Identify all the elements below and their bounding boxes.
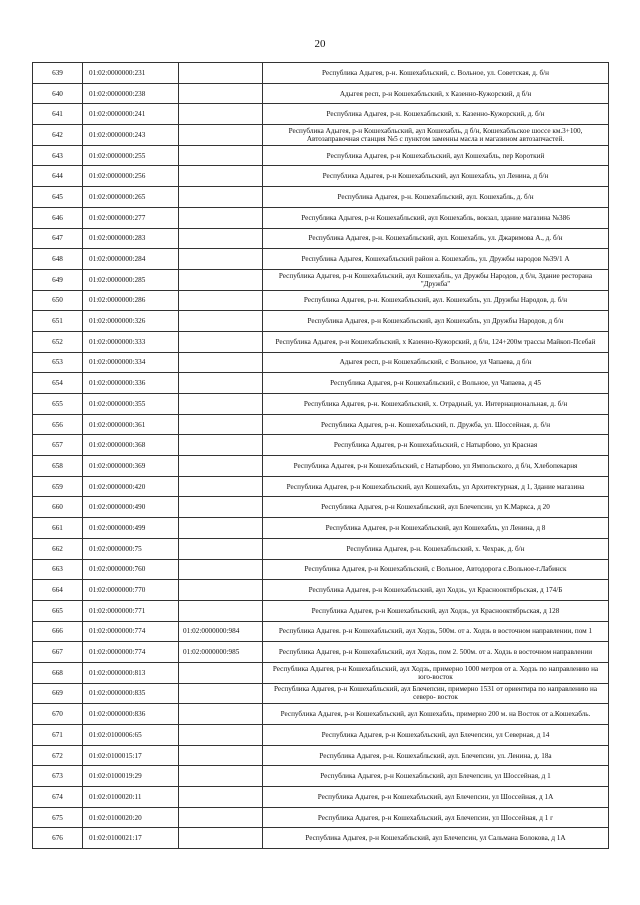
row-number-cell: 648 <box>33 249 83 270</box>
row-number-cell: 651 <box>33 311 83 332</box>
table-row <box>33 394 609 415</box>
address-cell: Республика Адыгея, Кошехабльский район а. Кошехабль, ул. Дружбы народов №39/1 А <box>263 249 609 270</box>
related-cadastral-number-cell <box>179 745 263 766</box>
related-cadastral-number-cell <box>179 311 263 332</box>
address-cell: Республика Адыгея, р-н. Кошехабльский, аул. Кошехабль, д. б/н <box>263 187 609 208</box>
related-cadastral-number-cell <box>179 104 263 125</box>
cadastral-number-cell: 01:02:0000000:336 <box>83 373 179 394</box>
row-number-cell: 653 <box>33 352 83 373</box>
row-number-cell: 661 <box>33 518 83 539</box>
related-cadastral-number-cell <box>179 373 263 394</box>
table-row <box>33 290 609 311</box>
table-row <box>33 662 609 683</box>
row-number-cell: 665 <box>33 600 83 621</box>
address-cell: Республика Адыгея, р-н Кошехабльский, аул Блечепсин, ул Северная, д 14 <box>263 725 609 746</box>
related-cadastral-number-cell <box>179 394 263 415</box>
address-cell: Республика Адыгея, р-н Кошехабльский, аул Ходзь, пом 2. 500м. от а. Ходзь в восточном направлении <box>263 642 609 663</box>
address-cell: Республика Адыгея, р-н. Кошехабльский, х. Чехрак, д. б/н <box>263 538 609 559</box>
address-cell: Республика Адыгея, р-н Кошехабльский, аул Ходзь, ул Краснооктябрьская, д 174/Б <box>263 580 609 601</box>
row-number-cell: 675 <box>33 807 83 828</box>
row-number-cell: 642 <box>33 125 83 146</box>
row-number-cell: 650 <box>33 290 83 311</box>
cadastral-number-cell: 01:02:0100006:65 <box>83 725 179 746</box>
related-cadastral-number-cell <box>179 828 263 849</box>
related-cadastral-number-cell <box>179 228 263 249</box>
cadastral-number-cell: 01:02:0000000:836 <box>83 704 179 725</box>
related-cadastral-number-cell <box>179 187 263 208</box>
table-row <box>33 456 609 477</box>
cadastral-number-cell: 01:02:0000000:285 <box>83 269 179 290</box>
cadastral-number-cell: 01:02:0100020:11 <box>83 787 179 808</box>
related-cadastral-number-cell <box>179 787 263 808</box>
cadastral-number-cell: 01:02:0000000:284 <box>83 249 179 270</box>
table-row <box>33 311 609 332</box>
table-row <box>33 373 609 394</box>
related-cadastral-number-cell <box>179 207 263 228</box>
address-cell: Республика Адыгея, р-н. Кошехабльский, п. Дружба, ул. Шоссейная, д. б/н <box>263 414 609 435</box>
cadastral-number-cell: 01:02:0100021:17 <box>83 828 179 849</box>
cadastral-number-cell: 01:02:0000000:361 <box>83 414 179 435</box>
related-cadastral-number-cell <box>179 414 263 435</box>
address-cell: Республика Адыгея, р-н Кошехабльский, аул Кошехабль, вокзал, здание магазина №386 <box>263 207 609 228</box>
address-cell: Республика Адыгея, р-н Кошехабльский, аул Блечепсин, ул Шоссейная, д 1 <box>263 766 609 787</box>
row-number-cell: 658 <box>33 456 83 477</box>
address-cell: Республика Адыгея, р-н. Кошехабльский, аул. Кошехабль, ул. Джаримова А., д. б/н <box>263 228 609 249</box>
row-number-cell: 664 <box>33 580 83 601</box>
address-cell: Республика Адыгея, р-н Кошехабльский, аул Кошехабль, ул Архитектурная, д 1, Здание магазина <box>263 476 609 497</box>
related-cadastral-number-cell <box>179 435 263 456</box>
table-row <box>33 559 609 580</box>
related-cadastral-number-cell <box>179 352 263 373</box>
table-row <box>33 745 609 766</box>
cadastral-number-cell: 01:02:0000000:499 <box>83 518 179 539</box>
address-cell: Республика Адыгея, р-н. Кошехабльский, аул. Кошехабль, ул. Дружбы Народов, д. б/н <box>263 290 609 311</box>
table-row <box>33 207 609 228</box>
address-cell: Республика Адыгея, р-н Кошехабльский, х Казенно-Кужорский, д б/н, 124+200м трассы Майкоп-Псебай <box>263 331 609 352</box>
cadastral-number-cell: 01:02:0000000:333 <box>83 331 179 352</box>
address-cell: Республика Адыгея, р-н. Кошехабльский, аул. Блечепсин, ул. Ленина, д. 18а <box>263 745 609 766</box>
row-number-cell: 673 <box>33 766 83 787</box>
cadastral-number-cell: 01:02:0000000:277 <box>83 207 179 228</box>
cadastral-number-cell: 01:02:0000000:771 <box>83 600 179 621</box>
related-cadastral-number-cell <box>179 662 263 683</box>
table-row <box>33 125 609 146</box>
cadastral-number-cell: 01:02:0000000:774 <box>83 621 179 642</box>
related-cadastral-number-cell <box>179 166 263 187</box>
address-cell: Республика Адыгея, р-н Кошехабльский, аул Блечепсин, ул Шоссейная, д 1 г <box>263 807 609 828</box>
row-number-cell: 669 <box>33 683 83 704</box>
address-cell: Республика Адыгея, р-н. Кошехабльский, с. Вольное, ул. Советская, д. б/н <box>263 63 609 84</box>
cadastral-number-cell: 01:02:0100015:17 <box>83 745 179 766</box>
row-number-cell: 645 <box>33 187 83 208</box>
row-number-cell: 674 <box>33 787 83 808</box>
page-number: 20 <box>314 38 326 50</box>
row-number-cell: 649 <box>33 269 83 290</box>
table-row <box>33 228 609 249</box>
row-number-cell: 640 <box>33 83 83 104</box>
related-cadastral-number-cell <box>179 456 263 477</box>
cadastral-number-cell: 01:02:0000000:334 <box>83 352 179 373</box>
table-row <box>33 104 609 125</box>
row-number-cell: 641 <box>33 104 83 125</box>
row-number-cell: 644 <box>33 166 83 187</box>
address-cell: Республика Адыгея, р-н Кошехабльский, с Натырбово, ул Ямпольского, д б/н, Хлебопекарня <box>263 456 609 477</box>
address-cell: Республика Адыгея, р-н Кошехабльский, аул Кошехабль, ул Ленина, д б/н <box>263 166 609 187</box>
related-cadastral-number-cell <box>179 704 263 725</box>
table-row <box>33 352 609 373</box>
address-cell: Республика Адыгея, р-н Кошехабльский, аул Ходзь, примерно 1000 метров от а. Ходзь по направлению на юго-восток <box>263 662 609 683</box>
row-number-cell: 657 <box>33 435 83 456</box>
table-row <box>33 621 609 642</box>
related-cadastral-number-cell <box>179 538 263 559</box>
table-row <box>33 269 609 290</box>
address-cell: Республика Адыгея, р-н Кошехабльский, аул Блечепсин, ул К.Маркса, д 20 <box>263 497 609 518</box>
address-cell: Республика Адыгея. р-н Кошехабльский, аул Ходзь, 500м. от а. Ходзь в восточном направлении, пом 1 <box>263 621 609 642</box>
table-row <box>33 828 609 849</box>
row-number-cell: 660 <box>33 497 83 518</box>
related-cadastral-number-cell <box>179 559 263 580</box>
table-row <box>33 414 609 435</box>
cadastral-number-cell: 01:02:0100020:20 <box>83 807 179 828</box>
table-row <box>33 187 609 208</box>
cadastral-number-cell: 01:02:0000000:238 <box>83 83 179 104</box>
related-cadastral-number-cell <box>179 807 263 828</box>
table-row <box>33 580 609 601</box>
cadastral-number-cell: 01:02:0000000:355 <box>83 394 179 415</box>
table-row <box>33 83 609 104</box>
row-number-cell: 672 <box>33 745 83 766</box>
address-cell: Республика Адыгея, р-н Кошехабльский, аул Кошехабль, ул Дружбы Народов, д б/н, Здание ресторана "Дружба" <box>263 269 609 290</box>
cadastral-number-cell: 01:02:0000000:368 <box>83 435 179 456</box>
table-row <box>33 725 609 746</box>
address-cell: Республика Адыгея, р-н. Кошехабльский, х. Отрадный, ул. Интернациональная, д. б/н <box>263 394 609 415</box>
related-cadastral-number-cell <box>179 766 263 787</box>
address-cell: Республика Адыгея, р-н Кошехабльский, аул Кошехабль, д б/н, Кошехабльское шоссе км.3+100, Автозаправочная станция №5 с пунктом заменны масла и магазином автозапчастей. <box>263 125 609 146</box>
address-cell: Республика Адыгея, р-н Кошехабльский, аул Кошехабль, ул Дружбы Народов, д б/н <box>263 311 609 332</box>
table-row <box>33 704 609 725</box>
related-cadastral-number-cell <box>179 331 263 352</box>
cadastral-number-cell: 01:02:0000000:243 <box>83 125 179 146</box>
row-number-cell: 670 <box>33 704 83 725</box>
related-cadastral-number-cell <box>179 725 263 746</box>
row-number-cell: 655 <box>33 394 83 415</box>
cadastral-number-cell: 01:02:0000000:231 <box>83 63 179 84</box>
row-number-cell: 666 <box>33 621 83 642</box>
address-cell: Республика Адыгея, р-н Кошехабльский, аул Кошехабль, примерно 200 м. на Восток от а.Кошехабль. <box>263 704 609 725</box>
row-number-cell: 663 <box>33 559 83 580</box>
address-cell: Адыгея респ, р-н Кошехабльский, с Вольное, ул Чапаева, д б/н <box>263 352 609 373</box>
row-number-cell: 659 <box>33 476 83 497</box>
cadastral-number-cell: 01:02:0000000:326 <box>83 311 179 332</box>
related-cadastral-number-cell <box>179 476 263 497</box>
table-row <box>33 787 609 808</box>
cadastral-number-cell: 01:02:0100019:29 <box>83 766 179 787</box>
row-number-cell: 654 <box>33 373 83 394</box>
address-cell: Республика Адыгея, р-н Кошехабльский, аул Блечепсин, примерно 1531 от ориентира по направлению на северо- восток <box>263 683 609 704</box>
cadastral-number-cell: 01:02:0000000:420 <box>83 476 179 497</box>
address-cell: Адыгея респ, р-н Кошехабльский, х Казенно-Кужорский, д б/н <box>263 83 609 104</box>
related-cadastral-number-cell: 01:02:0000000:985 <box>179 642 263 663</box>
cadastral-number-cell: 01:02:0000000:770 <box>83 580 179 601</box>
related-cadastral-number-cell <box>179 269 263 290</box>
table-row <box>33 435 609 456</box>
address-cell: Республика Адыгея, р-н Кошехабльский, аул Блечепсин, ул Шоссейная, д 1А <box>263 787 609 808</box>
related-cadastral-number-cell <box>179 683 263 704</box>
cadastral-number-cell: 01:02:0000000:760 <box>83 559 179 580</box>
address-cell: Республика Адыгея, р-н Кошехабльский, с Натырбово, ул Красная <box>263 435 609 456</box>
related-cadastral-number-cell <box>179 63 263 84</box>
related-cadastral-number-cell <box>179 497 263 518</box>
cadastral-number-cell: 01:02:0000000:256 <box>83 166 179 187</box>
table-row <box>33 476 609 497</box>
related-cadastral-number-cell <box>179 290 263 311</box>
table-row <box>33 249 609 270</box>
row-number-cell: 656 <box>33 414 83 435</box>
property-table <box>32 62 609 849</box>
table-row <box>33 166 609 187</box>
table-row <box>33 497 609 518</box>
address-cell: Республика Адыгея, р-н Кошехабльский, аул Блечепсин, ул Сальмана Болокова, д 1А <box>263 828 609 849</box>
row-number-cell: 639 <box>33 63 83 84</box>
address-cell: Республика Адыгея, р-н Кошехабльский, с Вольное, Автодорога с.Вольное-г.Лабинск <box>263 559 609 580</box>
table-row <box>33 63 609 84</box>
row-number-cell: 643 <box>33 145 83 166</box>
row-number-cell: 662 <box>33 538 83 559</box>
related-cadastral-number-cell <box>179 249 263 270</box>
address-cell: Республика Адыгея, р-н Кошехабльский, с Вольное, ул Чапаева, д 45 <box>263 373 609 394</box>
row-number-cell: 667 <box>33 642 83 663</box>
related-cadastral-number-cell <box>179 83 263 104</box>
table-row <box>33 518 609 539</box>
table-row <box>33 807 609 828</box>
table-row <box>33 538 609 559</box>
cadastral-number-cell: 01:02:0000000:774 <box>83 642 179 663</box>
table-row <box>33 600 609 621</box>
table-row <box>33 331 609 352</box>
address-cell: Республика Адыгея, р-н Кошехабльский, аул Кошехабль, пер Короткий <box>263 145 609 166</box>
cadastral-number-cell: 01:02:0000000:835 <box>83 683 179 704</box>
cadastral-number-cell: 01:02:0000000:286 <box>83 290 179 311</box>
address-cell: Республика Адыгея, р-н Кошехабльский, аул Ходзь, ул Краснооктябрьская, д 128 <box>263 600 609 621</box>
cadastral-number-cell: 01:02:0000000:255 <box>83 145 179 166</box>
table-row <box>33 766 609 787</box>
related-cadastral-number-cell: 01:02:0000000:984 <box>179 621 263 642</box>
related-cadastral-number-cell <box>179 145 263 166</box>
cadastral-number-cell: 01:02:0000000:490 <box>83 497 179 518</box>
cadastral-number-cell: 01:02:0000000:813 <box>83 662 179 683</box>
cadastral-number-cell: 01:02:0000000:241 <box>83 104 179 125</box>
table-row <box>33 642 609 663</box>
related-cadastral-number-cell <box>179 125 263 146</box>
row-number-cell: 646 <box>33 207 83 228</box>
row-number-cell: 647 <box>33 228 83 249</box>
related-cadastral-number-cell <box>179 600 263 621</box>
table-row <box>33 145 609 166</box>
cadastral-number-cell: 01:02:0000000:283 <box>83 228 179 249</box>
row-number-cell: 652 <box>33 331 83 352</box>
cadastral-number-cell: 01:02:0000000:369 <box>83 456 179 477</box>
row-number-cell: 676 <box>33 828 83 849</box>
address-cell: Республика Адыгея, р-н Кошехабльский, аул Кошехабль, ул Ленина, д 8 <box>263 518 609 539</box>
related-cadastral-number-cell <box>179 518 263 539</box>
row-number-cell: 668 <box>33 662 83 683</box>
cadastral-number-cell: 01:02:0000000:75 <box>83 538 179 559</box>
cadastral-number-cell: 01:02:0000000:265 <box>83 187 179 208</box>
table-row <box>33 683 609 704</box>
address-cell: Республика Адыгея, р-н. Кошехабльский, х. Казенно-Кужорский, д. б/н <box>263 104 609 125</box>
row-number-cell: 671 <box>33 725 83 746</box>
related-cadastral-number-cell <box>179 580 263 601</box>
